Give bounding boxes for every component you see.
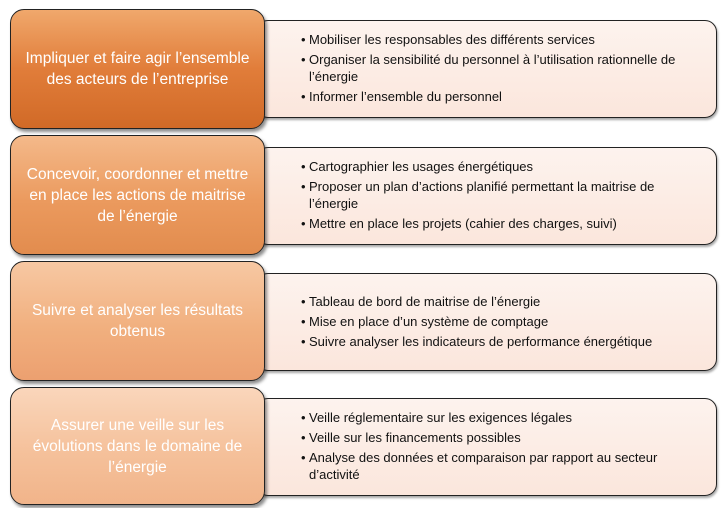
bullet-icon: • xyxy=(301,410,306,425)
detail-box-3 xyxy=(256,273,717,371)
bullet-list-3 xyxy=(301,292,706,353)
list-item: • Tableau de bord de maitrise de l’énergie xyxy=(301,293,541,309)
list-item: • Analyse des données et comparaison par rapport au secteur d’activité xyxy=(301,450,658,482)
bullet-list-4 xyxy=(301,408,706,486)
step-heading-2: Concevoir, coordonner et mettre en place les actions de maitrise de l’énergie xyxy=(10,135,265,255)
bullet-icon: • xyxy=(301,52,306,67)
list-item: • Cartographier les usages énergétiques xyxy=(301,159,534,174)
list-item: • Proposer un plan d’actions planifié permettant la maitrise de l’énergie xyxy=(301,179,655,211)
detail-box-2 xyxy=(256,147,717,245)
list-item: • Mobiliser les responsables des différents services xyxy=(301,32,595,47)
list-item: • Veille sur les financements possibles xyxy=(301,430,521,445)
bullet-icon: • xyxy=(301,216,306,231)
step-heading-1: Impliquer et faire agir l’ensemble des acteurs de l’entreprise xyxy=(10,9,265,129)
bullet-icon: • xyxy=(301,89,306,104)
detail-box-4 xyxy=(256,398,717,496)
list-item: • Suivre analyser les indicateurs de performance énergétique xyxy=(301,333,653,349)
list-item: • Organiser la sensibilité du personnel à l’utilisation rationnelle de l’énergie xyxy=(301,52,676,84)
step-heading-4: Assurer une veille sur les évolutions dans le domaine de l’énergie xyxy=(10,387,265,505)
bullet-icon: • xyxy=(301,179,306,194)
bullet-list-2 xyxy=(301,157,706,235)
bullet-icon: • xyxy=(301,293,306,309)
bullet-icon: • xyxy=(301,159,306,174)
bullet-icon: • xyxy=(301,430,306,445)
bullet-icon: • xyxy=(301,450,306,465)
bullet-icon: • xyxy=(301,313,306,329)
bullet-icon: • xyxy=(301,333,306,349)
step-heading-3: Suivre et analyser les résultats obtenus xyxy=(10,261,265,381)
list-item: • Mise en place d’un système de comptage xyxy=(301,313,549,329)
list-item: • Veille réglementaire sur les exigences légales xyxy=(301,410,573,425)
bullet-list-1 xyxy=(301,30,706,108)
bullet-icon: • xyxy=(301,32,306,47)
list-item: • Mettre en place les projets (cahier des charges, suivi) xyxy=(301,216,617,231)
detail-box-1 xyxy=(256,20,717,118)
list-item: • Informer l’ensemble du personnel xyxy=(301,89,502,104)
